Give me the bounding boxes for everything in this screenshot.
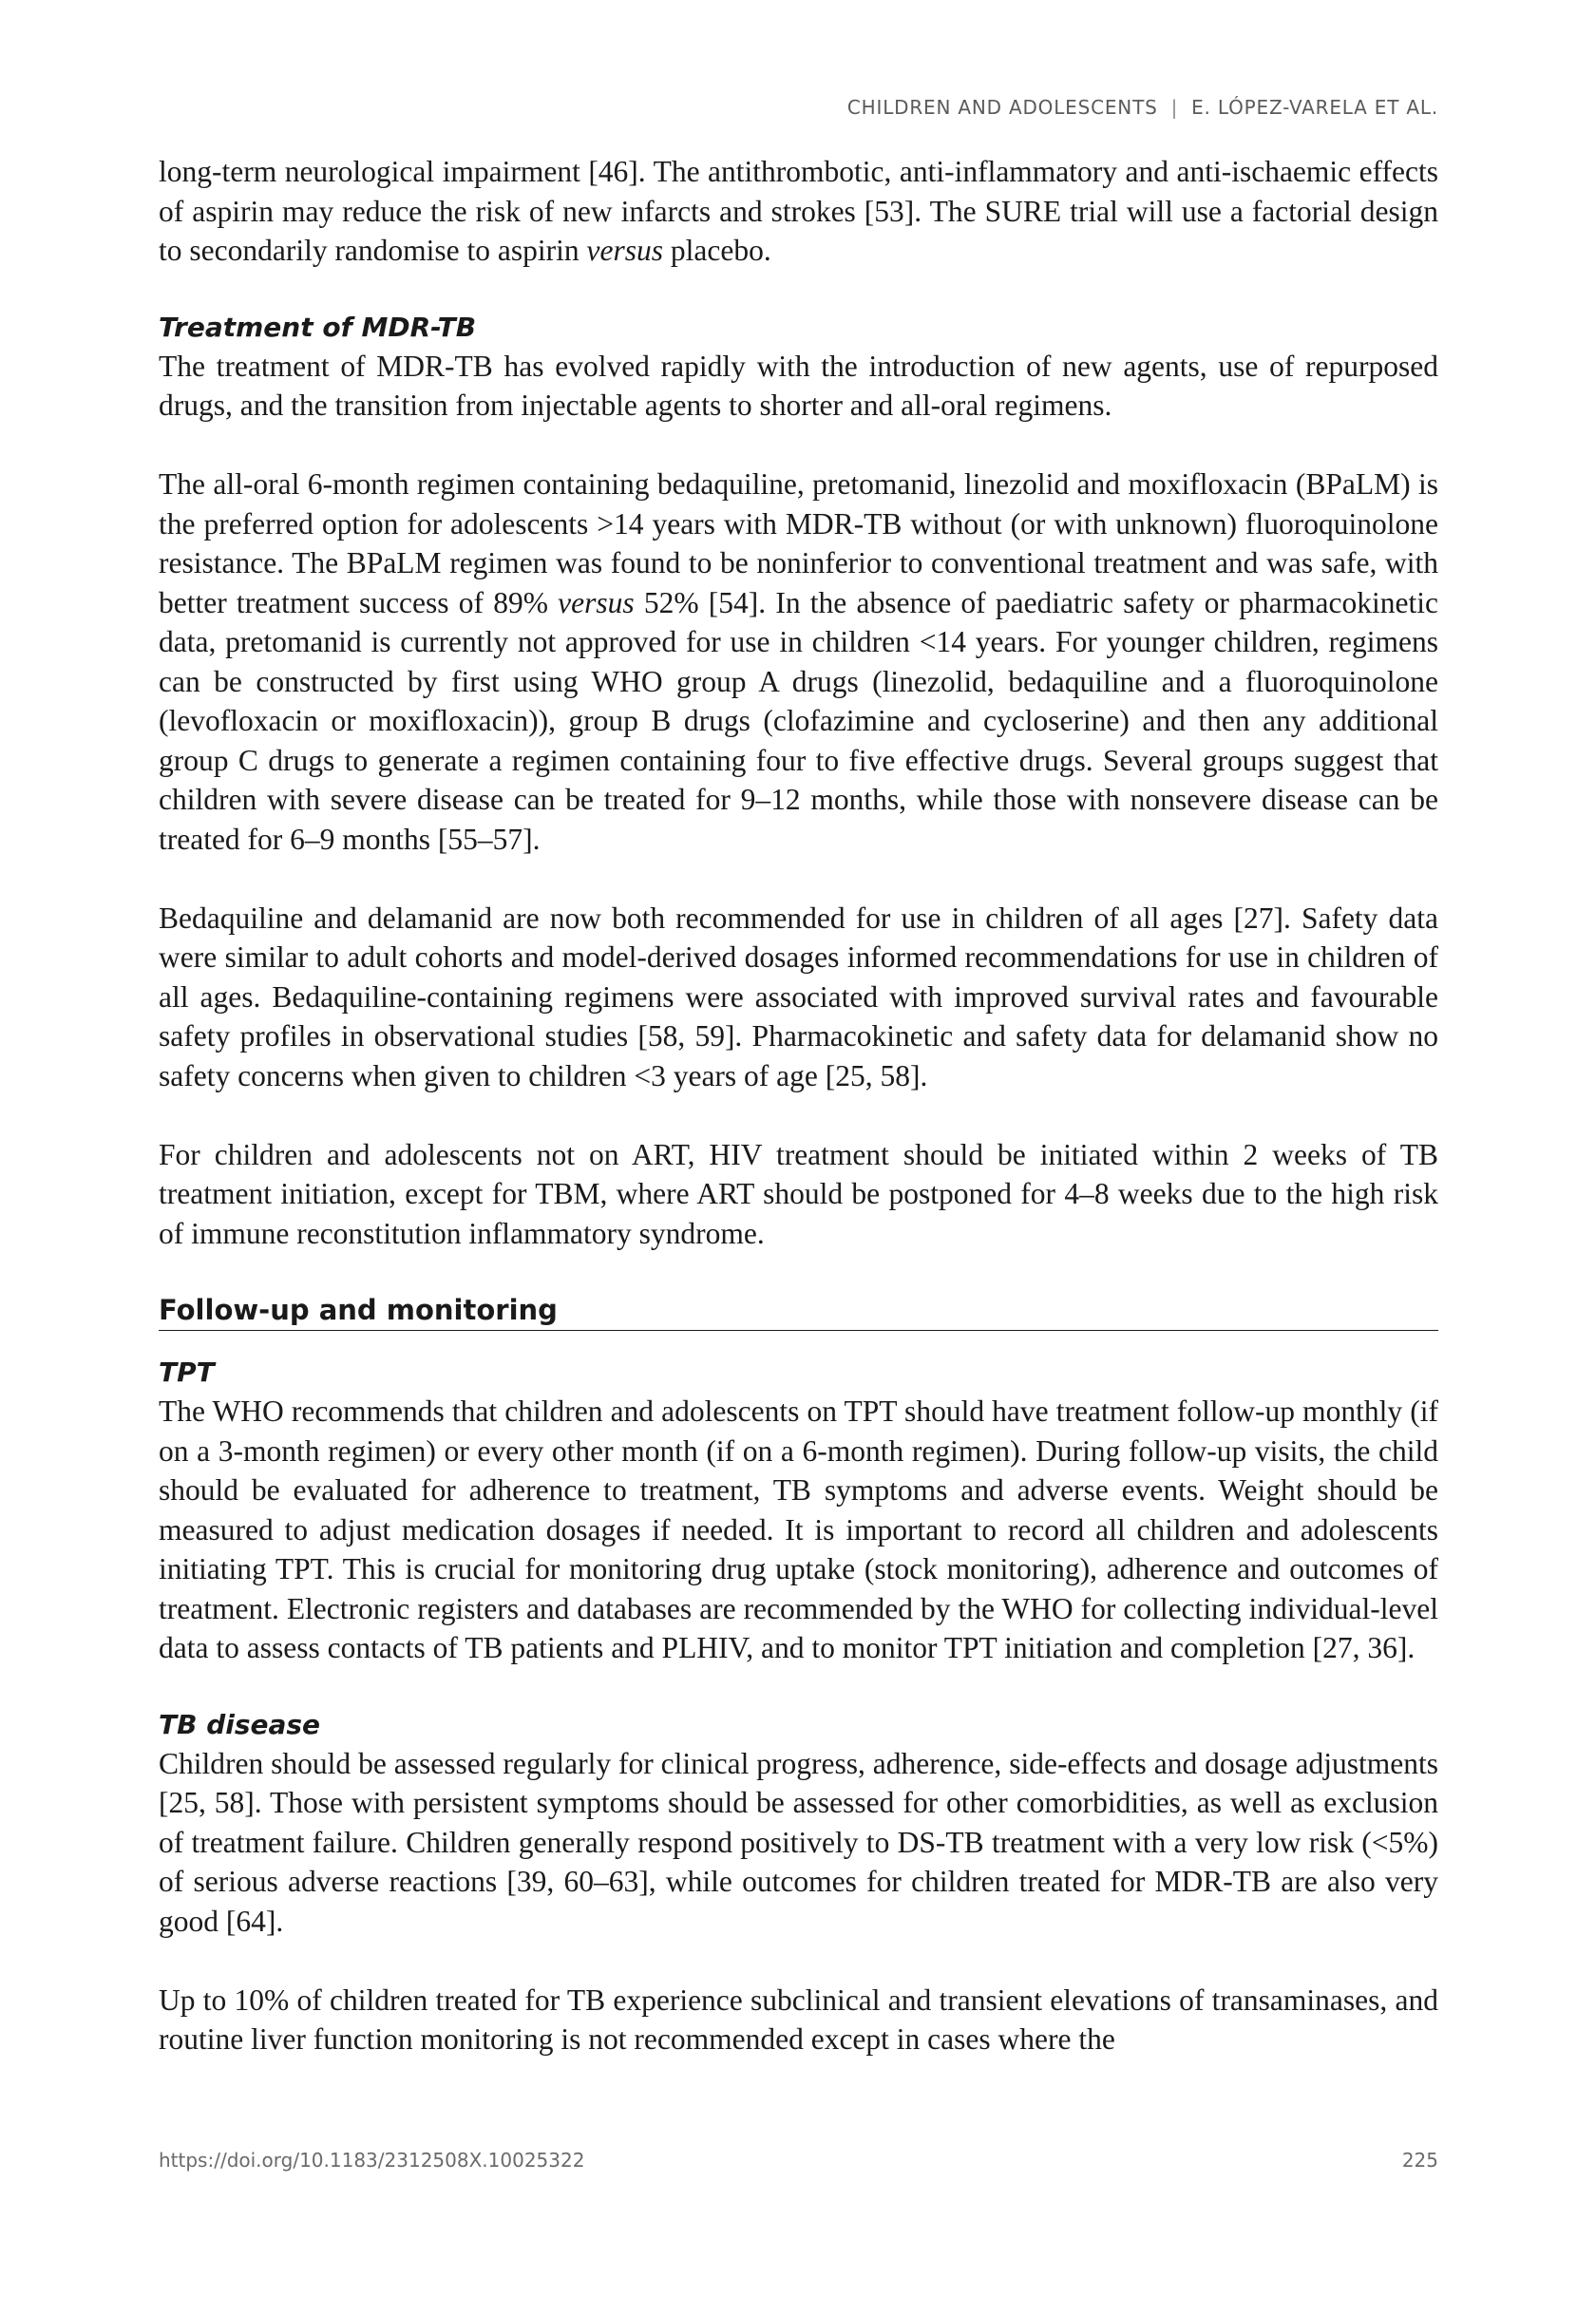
subheading-treatment-mdr-tb: Treatment of MDR-TB: [159, 311, 477, 343]
subheading-tpt: TPT: [159, 1357, 215, 1389]
section-heading-follow-up: Follow-up and monitoring: [159, 1291, 1438, 1331]
subheading-tb-disease: TB disease: [159, 1708, 321, 1740]
text-run: 52% [54]. In the absence of paediatric safety or pharmacokinetic data, pretomanid is currently not approved for use in children <14 years. For younger children, regimens can be constructed by first using WHO group A drugs (linezolid, bedaquiline and a fluoroquinolone (levofloxacin or moxifloxacin)), group B drugs (clofazimine and cycloserine) and then any additional group C drugs to generate a regimen containing four to five effective drugs. Several groups suggest that children with severe disease can be treated for 9–12 months, while those with nonsevere disease can be treated for 6–9 months [55–57].: [159, 585, 1438, 856]
header-separator: |: [1170, 96, 1179, 119]
text-run: placebo.: [663, 234, 771, 267]
paragraph-mdr-intro: The treatment of MDR-TB has evolved rapidly with the introduction of new agents, use of repurposed drugs, and the transition from injectable agents to shorter and all-oral regimens.: [159, 349, 1438, 422]
text-run: The all-oral 6-month regimen containing bedaquiline, pretomanid, linezolid and moxifloxacin (BPaLM) is the preferred option for adolescents >14 years with MDR-TB without (or with unknown) fluoroquinolone resistance. The BPaLM regimen was found to be noninferior to conventional treatment and was safe, with better treatment success of 89%: [159, 467, 1438, 619]
page-number: 225: [1401, 2149, 1438, 2172]
body-text: [159, 152, 1438, 2059]
header-section: CHILDREN AND ADOLESCENTS: [846, 96, 1158, 119]
paragraph-bpalm: [159, 465, 1438, 859]
doi-link[interactable]: https://doi.org/10.1183/2312508X.10025322: [159, 2149, 585, 2172]
paragraph-transaminases: Up to 10% of children treated for TB experience subclinical and transient elevations of transaminases, and routine liver function monitoring is not recommended except in cases where the: [159, 1983, 1438, 2057]
paragraph-tpt: The WHO recommends that children and adolescents on TPT should have treatment follow-up monthly (if on a 3-month regimen) or every other month (if on a 6-month regimen). During follow-up visits, the child should be evaluated for adherence to treatment, TB symptoms and adverse events. Weight should be measured to adjust medication dosages if needed. It is important to record all children and adolescents initiating TPT. This is crucial for monitoring drug uptake (stock monitoring), adherence and outcomes of treatment. Electronic registers and databases are recommended by the WHO for collecting individual-level data to assess contacts of TB patients and PLHIV, and to monitor TPT initiation and completion [27, 36].: [159, 1395, 1438, 1665]
running-header: [847, 96, 1438, 119]
header-authors: E. LÓPEZ-VARELA ET AL.: [1191, 96, 1438, 119]
italic-run: versus: [558, 585, 635, 619]
paragraph-bedaquiline: Bedaquiline and delamanid are now both recommended for use in children of all ages [27]. Safety data were similar to adult cohorts and model-derived dosages informed recommendations for use in children of all ages. Bedaquiline-containing regimens were associated with improved survival rates and favourable safety profiles in observational studies [58, 59]. Pharmacokinetic and safety data for delamanid show no safety concerns when given to children <3 years of age [25, 58].: [159, 901, 1438, 1092]
paragraph-art: For children and adolescents not on ART, HIV treatment should be initiated within 2 weeks of TB treatment initiation, except for TBM, where ART should be postponed for 4–8 weeks due to the high risk of immune reconstitution inflammatory syndrome.: [159, 1137, 1438, 1250]
paragraph-tb-disease: Children should be assessed regularly for clinical progress, adherence, side-effects and dosage adjustments [25, 58]. Those with persistent symptoms should be assessed for other comorbidities, as well as exclusion of treatment failure. Children generally respond positively to DS-TB treatment with a very low risk (<5%) of serious adverse reactions [39, 60–63], while outcomes for children treated for MDR-TB are also very good [64].: [159, 1746, 1438, 1938]
italic-run: versus: [586, 234, 664, 267]
text-run: long-term neurological impairment [46]. The antithrombotic, anti-inflammatory and anti-ischaemic effects of aspirin may reduce the risk of new infarcts and strokes [53]. The SURE trial will use a factorial design to secondarily randomise to aspirin: [159, 155, 1438, 267]
paragraph-aspirin: [159, 152, 1438, 271]
